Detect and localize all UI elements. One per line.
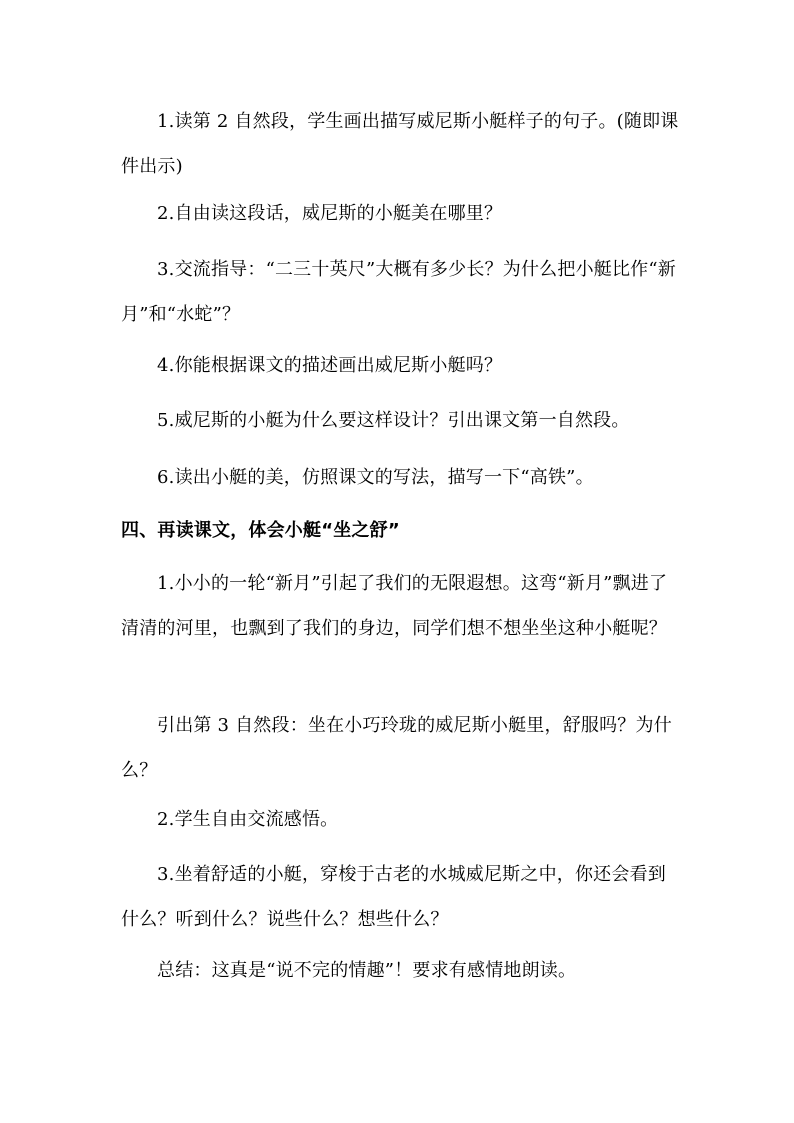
paragraph-5: 5.威尼斯的小艇为什么要这样设计？引出课文第一自然段。 — [157, 410, 630, 431]
paragraph-8: 引出第 3 自然段：坐在小巧玲珑的威尼斯小艇里，舒服吗？为什么？ — [121, 715, 672, 781]
paragraph-4: 4.你能根据课文的描述画出威尼斯小艇吗？ — [157, 355, 503, 376]
paragraph-2: 2.自由读这段话，威尼斯的小艇美在哪里？ — [157, 203, 503, 224]
paragraph-9: 2.学生自由交流感悟。 — [157, 809, 339, 830]
section-heading: 四、再读课文，体会小艇“坐之舒” — [121, 520, 400, 541]
paragraph-7: 1.小小的一轮“新月”引起了我们的无限遐想。这弯“新月”飘进了清清的河里，也飘到了我们的身边，同学们想不想坐坐这种小艇呢？ — [121, 573, 668, 639]
paragraph-3: 3.交流指导：“二三十英尺”大概有多少长？为什么把小艇比作“新月”和“水蛇”？ — [121, 259, 676, 325]
paragraph-6: 6.读出小艇的美，仿照课文的写法，描写一下“高铁”。 — [157, 467, 594, 488]
paragraph-10: 3.坐着舒适的小艇，穿梭于古老的水城威尼斯之中，你还会看到什么？听到什么？说些什么？想些什么？ — [121, 864, 666, 930]
paragraph-11: 总结：这真是“说不完的情趣”！要求有感情地朗读。 — [157, 960, 577, 981]
paragraph-1: 1.读第 2 自然段，学生画出描写威尼斯小艇样子的句子。(随即课件出示) — [121, 111, 679, 177]
